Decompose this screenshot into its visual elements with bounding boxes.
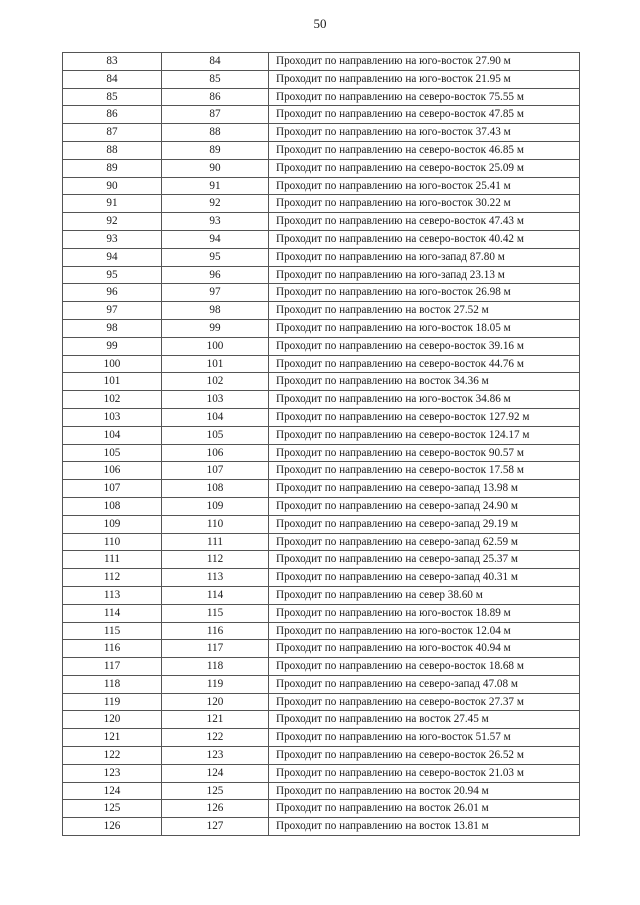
point-from-cell: 113 bbox=[63, 586, 162, 604]
point-to-cell: 105 bbox=[162, 426, 269, 444]
point-from-cell: 110 bbox=[63, 533, 162, 551]
direction-cell: Проходит по направлению на северо-запад 29.19 м bbox=[269, 515, 580, 533]
direction-cell: Проходит по направлению на северо-запад 25.37 м bbox=[269, 551, 580, 569]
direction-cell: Проходит по направлению на восток 26.01 м bbox=[269, 800, 580, 818]
point-to-cell: 96 bbox=[162, 266, 269, 284]
direction-cell: Проходит по направлению на восток 20.94 м bbox=[269, 782, 580, 800]
direction-cell: Проходит по направлению на север 38.60 м bbox=[269, 586, 580, 604]
point-to-cell: 90 bbox=[162, 159, 269, 177]
direction-cell: Проходит по направлению на северо-запад 62.59 м bbox=[269, 533, 580, 551]
point-from-cell: 105 bbox=[63, 444, 162, 462]
point-from-cell: 103 bbox=[63, 408, 162, 426]
point-to-cell: 104 bbox=[162, 408, 269, 426]
direction-cell: Проходит по направлению на северо-запад 24.90 м bbox=[269, 497, 580, 515]
direction-cell: Проходит по направлению на северо-восток 21.03 м bbox=[269, 764, 580, 782]
table-row bbox=[63, 818, 580, 836]
point-to-cell: 85 bbox=[162, 70, 269, 88]
point-from-cell: 87 bbox=[63, 124, 162, 142]
point-to-cell: 118 bbox=[162, 658, 269, 676]
direction-cell: Проходит по направлению на юго-восток 25.41 м bbox=[269, 177, 580, 195]
point-from-cell: 116 bbox=[63, 640, 162, 658]
point-to-cell: 120 bbox=[162, 693, 269, 711]
point-to-cell: 92 bbox=[162, 195, 269, 213]
table-row bbox=[63, 141, 580, 159]
point-from-cell: 96 bbox=[63, 284, 162, 302]
point-to-cell: 121 bbox=[162, 711, 269, 729]
direction-cell: Проходит по направлению на северо-запад 40.31 м bbox=[269, 569, 580, 587]
direction-cell: Проходит по направлению на юго-восток 40.94 м bbox=[269, 640, 580, 658]
table-row bbox=[63, 337, 580, 355]
point-to-cell: 127 bbox=[162, 818, 269, 836]
table-row bbox=[63, 213, 580, 231]
point-from-cell: 114 bbox=[63, 604, 162, 622]
direction-cell: Проходит по направлению на северо-восток 25.09 м bbox=[269, 159, 580, 177]
direction-cell: Проходит по направлению на восток 13.81 м bbox=[269, 818, 580, 836]
table-row bbox=[63, 658, 580, 676]
direction-cell: Проходит по направлению на северо-восток 124.17 м bbox=[269, 426, 580, 444]
point-from-cell: 98 bbox=[63, 319, 162, 337]
point-to-cell: 93 bbox=[162, 213, 269, 231]
table-row bbox=[63, 675, 580, 693]
direction-cell: Проходит по направлению на юго-восток 21.95 м bbox=[269, 70, 580, 88]
point-to-cell: 126 bbox=[162, 800, 269, 818]
direction-cell: Проходит по направлению на юго-запад 87.80 м bbox=[269, 248, 580, 266]
table-row bbox=[63, 319, 580, 337]
table-row bbox=[63, 497, 580, 515]
point-to-cell: 95 bbox=[162, 248, 269, 266]
point-to-cell: 108 bbox=[162, 480, 269, 498]
direction-cell: Проходит по направлению на северо-восток 75.55 м bbox=[269, 88, 580, 106]
point-from-cell: 119 bbox=[63, 693, 162, 711]
point-from-cell: 122 bbox=[63, 747, 162, 765]
table-row bbox=[63, 569, 580, 587]
direction-cell: Проходит по направлению на северо-восток 39.16 м bbox=[269, 337, 580, 355]
table-row bbox=[63, 711, 580, 729]
direction-cell: Проходит по направлению на юго-восток 51.57 м bbox=[269, 729, 580, 747]
point-from-cell: 107 bbox=[63, 480, 162, 498]
table-row bbox=[63, 391, 580, 409]
point-from-cell: 86 bbox=[63, 106, 162, 124]
direction-cell: Проходит по направлению на северо-восток 127.92 м bbox=[269, 408, 580, 426]
direction-cell: Проходит по направлению на восток 27.52 м bbox=[269, 302, 580, 320]
table-row bbox=[63, 533, 580, 551]
table-row bbox=[63, 408, 580, 426]
direction-cell: Проходит по направлению на юго-восток 26.98 м bbox=[269, 284, 580, 302]
point-to-cell: 106 bbox=[162, 444, 269, 462]
table-row bbox=[63, 462, 580, 480]
table-row bbox=[63, 693, 580, 711]
point-from-cell: 93 bbox=[63, 230, 162, 248]
point-to-cell: 110 bbox=[162, 515, 269, 533]
point-to-cell: 97 bbox=[162, 284, 269, 302]
point-from-cell: 123 bbox=[63, 764, 162, 782]
table-row bbox=[63, 782, 580, 800]
table-row bbox=[63, 764, 580, 782]
point-to-cell: 125 bbox=[162, 782, 269, 800]
table-row bbox=[63, 159, 580, 177]
direction-cell: Проходит по направлению на юго-восток 27.90 м bbox=[269, 53, 580, 71]
point-from-cell: 120 bbox=[63, 711, 162, 729]
table-row bbox=[63, 747, 580, 765]
direction-cell: Проходит по направлению на северо-восток 26.52 м bbox=[269, 747, 580, 765]
point-from-cell: 112 bbox=[63, 569, 162, 587]
table-row bbox=[63, 480, 580, 498]
point-to-cell: 116 bbox=[162, 622, 269, 640]
direction-cell: Проходит по направлению на юго-восток 18.05 м bbox=[269, 319, 580, 337]
point-to-cell: 113 bbox=[162, 569, 269, 587]
table-row bbox=[63, 106, 580, 124]
point-from-cell: 99 bbox=[63, 337, 162, 355]
boundary-table bbox=[62, 52, 580, 836]
table-row bbox=[63, 266, 580, 284]
direction-cell: Проходит по направлению на северо-восток 47.85 м bbox=[269, 106, 580, 124]
point-to-cell: 124 bbox=[162, 764, 269, 782]
boundary-table-body bbox=[63, 53, 580, 836]
table-row bbox=[63, 177, 580, 195]
table-row bbox=[63, 230, 580, 248]
table-row bbox=[63, 70, 580, 88]
point-from-cell: 100 bbox=[63, 355, 162, 373]
direction-cell: Проходит по направлению на юго-восток 12.04 м bbox=[269, 622, 580, 640]
direction-cell: Проходит по направлению на восток 34.36 м bbox=[269, 373, 580, 391]
point-from-cell: 95 bbox=[63, 266, 162, 284]
point-to-cell: 122 bbox=[162, 729, 269, 747]
point-to-cell: 115 bbox=[162, 604, 269, 622]
direction-cell: Проходит по направлению на северо-восток 90.57 м bbox=[269, 444, 580, 462]
point-from-cell: 91 bbox=[63, 195, 162, 213]
table-row bbox=[63, 426, 580, 444]
point-from-cell: 90 bbox=[63, 177, 162, 195]
table-row bbox=[63, 284, 580, 302]
direction-cell: Проходит по направлению на юго-запад 23.13 м bbox=[269, 266, 580, 284]
point-from-cell: 115 bbox=[63, 622, 162, 640]
point-from-cell: 85 bbox=[63, 88, 162, 106]
point-to-cell: 91 bbox=[162, 177, 269, 195]
point-from-cell: 88 bbox=[63, 141, 162, 159]
point-to-cell: 109 bbox=[162, 497, 269, 515]
point-from-cell: 121 bbox=[63, 729, 162, 747]
point-from-cell: 118 bbox=[63, 675, 162, 693]
point-to-cell: 103 bbox=[162, 391, 269, 409]
point-to-cell: 88 bbox=[162, 124, 269, 142]
table-row bbox=[63, 248, 580, 266]
table-row bbox=[63, 373, 580, 391]
table-row bbox=[63, 124, 580, 142]
direction-cell: Проходит по направлению на юго-восток 30.22 м bbox=[269, 195, 580, 213]
direction-cell: Проходит по направлению на северо-восток 27.37 м bbox=[269, 693, 580, 711]
point-to-cell: 102 bbox=[162, 373, 269, 391]
direction-cell: Проходит по направлению на северо-восток 46.85 м bbox=[269, 141, 580, 159]
direction-cell: Проходит по направлению на северо-восток 44.76 м bbox=[269, 355, 580, 373]
point-from-cell: 83 bbox=[63, 53, 162, 71]
point-to-cell: 111 bbox=[162, 533, 269, 551]
point-to-cell: 101 bbox=[162, 355, 269, 373]
point-to-cell: 100 bbox=[162, 337, 269, 355]
table-row bbox=[63, 622, 580, 640]
table-row bbox=[63, 800, 580, 818]
direction-cell: Проходит по направлению на северо-запад 47.08 м bbox=[269, 675, 580, 693]
table-row bbox=[63, 53, 580, 71]
point-from-cell: 108 bbox=[63, 497, 162, 515]
table-row bbox=[63, 515, 580, 533]
point-to-cell: 89 bbox=[162, 141, 269, 159]
table-row bbox=[63, 302, 580, 320]
direction-cell: Проходит по направлению на юго-восток 34.86 м bbox=[269, 391, 580, 409]
point-to-cell: 84 bbox=[162, 53, 269, 71]
table-row bbox=[63, 444, 580, 462]
point-to-cell: 86 bbox=[162, 88, 269, 106]
page-number: 50 bbox=[313, 16, 327, 31]
point-to-cell: 107 bbox=[162, 462, 269, 480]
direction-cell: Проходит по направлению на северо-восток 17.58 м bbox=[269, 462, 580, 480]
point-from-cell: 89 bbox=[63, 159, 162, 177]
point-from-cell: 92 bbox=[63, 213, 162, 231]
point-to-cell: 112 bbox=[162, 551, 269, 569]
point-from-cell: 125 bbox=[63, 800, 162, 818]
point-to-cell: 98 bbox=[162, 302, 269, 320]
table-row bbox=[63, 604, 580, 622]
point-from-cell: 102 bbox=[63, 391, 162, 409]
direction-cell: Проходит по направлению на юго-восток 18.89 м bbox=[269, 604, 580, 622]
point-to-cell: 123 bbox=[162, 747, 269, 765]
table-row bbox=[63, 586, 580, 604]
direction-cell: Проходит по направлению на северо-восток 40.42 м bbox=[269, 230, 580, 248]
direction-cell: Проходит по направлению на юго-восток 37.43 м bbox=[269, 124, 580, 142]
direction-cell: Проходит по направлению на восток 27.45 м bbox=[269, 711, 580, 729]
point-from-cell: 84 bbox=[63, 70, 162, 88]
point-from-cell: 104 bbox=[63, 426, 162, 444]
point-from-cell: 111 bbox=[63, 551, 162, 569]
table-row bbox=[63, 551, 580, 569]
point-from-cell: 97 bbox=[63, 302, 162, 320]
table-row bbox=[63, 729, 580, 747]
point-from-cell: 101 bbox=[63, 373, 162, 391]
table-row bbox=[63, 88, 580, 106]
direction-cell: Проходит по направлению на северо-запад 13.98 м bbox=[269, 480, 580, 498]
point-to-cell: 87 bbox=[162, 106, 269, 124]
table-row bbox=[63, 640, 580, 658]
direction-cell: Проходит по направлению на северо-восток 47.43 м bbox=[269, 213, 580, 231]
point-to-cell: 117 bbox=[162, 640, 269, 658]
point-to-cell: 114 bbox=[162, 586, 269, 604]
point-from-cell: 124 bbox=[63, 782, 162, 800]
point-from-cell: 117 bbox=[63, 658, 162, 676]
point-to-cell: 99 bbox=[162, 319, 269, 337]
point-from-cell: 94 bbox=[63, 248, 162, 266]
point-from-cell: 126 bbox=[63, 818, 162, 836]
point-to-cell: 94 bbox=[162, 230, 269, 248]
point-to-cell: 119 bbox=[162, 675, 269, 693]
table-row bbox=[63, 195, 580, 213]
direction-cell: Проходит по направлению на северо-восток 18.68 м bbox=[269, 658, 580, 676]
point-from-cell: 106 bbox=[63, 462, 162, 480]
table-row bbox=[63, 355, 580, 373]
point-from-cell: 109 bbox=[63, 515, 162, 533]
